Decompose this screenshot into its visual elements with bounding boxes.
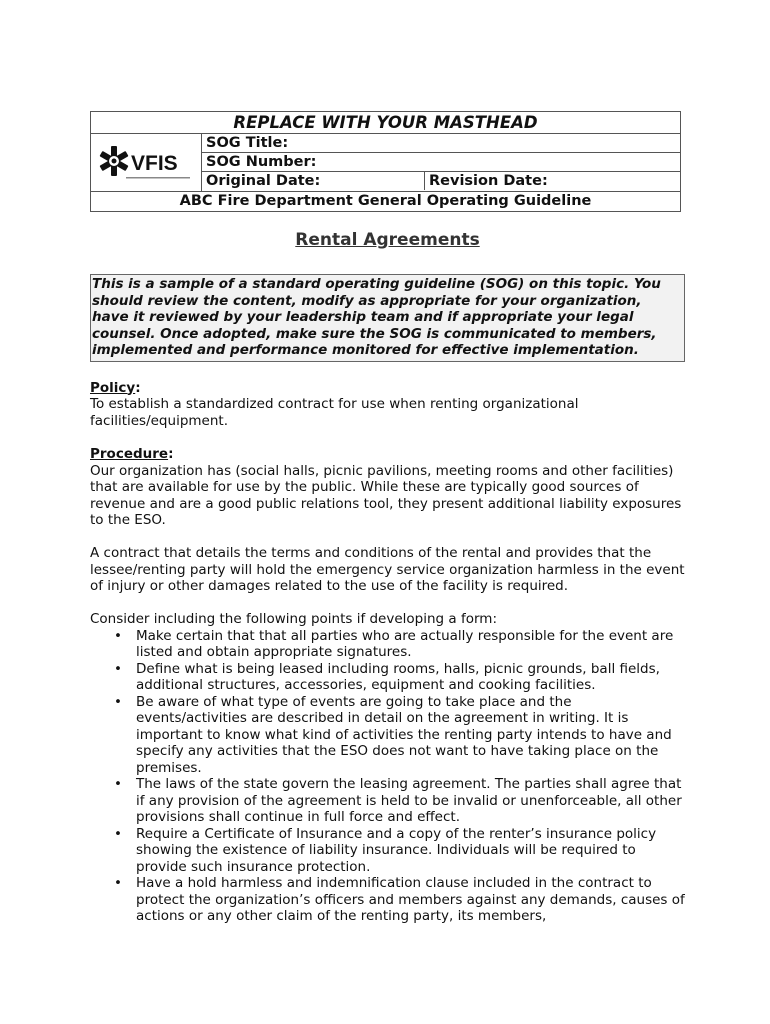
bullet-icon: • <box>114 693 122 710</box>
svg-text:VFIS: VFIS <box>131 151 178 175</box>
masthead-body <box>91 134 680 192</box>
sample-notice-box: This is a sample of a standard operating guideline (SOG) on this topic. You should review the content, modify as appropriate for your organization, have it reviewed by your leadership team and if appropriate your legal counsel. Once adopted, make sure the SOG is communicated to members, implemented and performance monitored for effective implementation. <box>90 274 685 362</box>
procedure-list-intro: Consider including the following points if developing a form: <box>90 611 497 627</box>
document-title: Rental Agreements <box>295 230 480 250</box>
masthead-fields <box>202 134 680 191</box>
procedure-paragraph-2: A contract that details the terms and conditions of the rental and provides that the lessee/renting party will hold the emergency service organization harmless in the event of injury or other damages related to the use of the facility is required. <box>90 545 685 594</box>
bullet-icon: • <box>114 660 122 677</box>
document-page <box>90 111 685 925</box>
sog-title-label: SOG Title: <box>202 134 680 153</box>
vfis-logo <box>91 134 202 191</box>
masthead-table <box>90 111 681 212</box>
bullet-icon: • <box>114 627 122 644</box>
list-item: • Have a hold harmless and indemnification clause included in the contract to protect the organization’s officers and members against any demands, causes of actions or any other claim of the renting party, its members, <box>114 875 685 924</box>
list-item: • Define what is being leased including rooms, halls, picnic grounds, ball fields, additional structures, accessories, equipment and cooking facilities. <box>114 660 660 693</box>
list-item: • Make certain that that all parties who are actually responsible for the event are listed and obtain appropriate signatures. <box>114 627 674 660</box>
procedure-bullet-list <box>90 628 685 925</box>
list-item: • Be aware of what type of events are going to take place and the events/activities are described in detail on the agreement in writing. It is important to know what kind of activities the renting party intends to have and specify any activities that the ESO does not want to have taking place on the premises. <box>114 693 672 776</box>
masthead-footer: ABC Fire Department General Operating Guideline <box>179 193 592 209</box>
dates-row <box>202 172 680 190</box>
procedure-heading: Procedure: <box>90 446 174 462</box>
policy-section <box>90 380 685 430</box>
policy-heading: Policy: <box>90 379 141 396</box>
list-item: • The laws of the state govern the leasing agreement. The parties shall agree that if any provision of the agreement is held to be invalid or unenforceable, all other provisions shall continue in full force and effect. <box>114 776 682 825</box>
procedure-paragraph-1: Our organization has (social halls, picnic pavilions, meeting rooms and other facilities) that are available for use by the public. While these are typically good sources of revenue and are a good public relations tool, they present additional liability exposures to the ESO. <box>90 462 682 528</box>
sog-number-label: SOG Number: <box>202 153 680 172</box>
bullet-icon: • <box>114 776 122 792</box>
procedure-section <box>90 446 685 925</box>
bullet-icon: • <box>114 875 122 891</box>
original-date-label: Original Date: <box>202 172 425 190</box>
vfis-logo-icon <box>96 141 196 185</box>
revision-date-label: Revision Date: <box>429 173 548 189</box>
bullet-icon: • <box>114 825 122 842</box>
list-item: • Require a Certificate of Insurance and a copy of the renter’s insurance policy showing the existence of liability insurance. Individuals will be required to provide such insurance protection. <box>114 825 657 875</box>
masthead-title: REPLACE WITH YOUR MASTHEAD <box>91 112 680 134</box>
policy-text: To establish a standardized contract for use when renting organizational facilities/equipment. <box>90 396 579 429</box>
